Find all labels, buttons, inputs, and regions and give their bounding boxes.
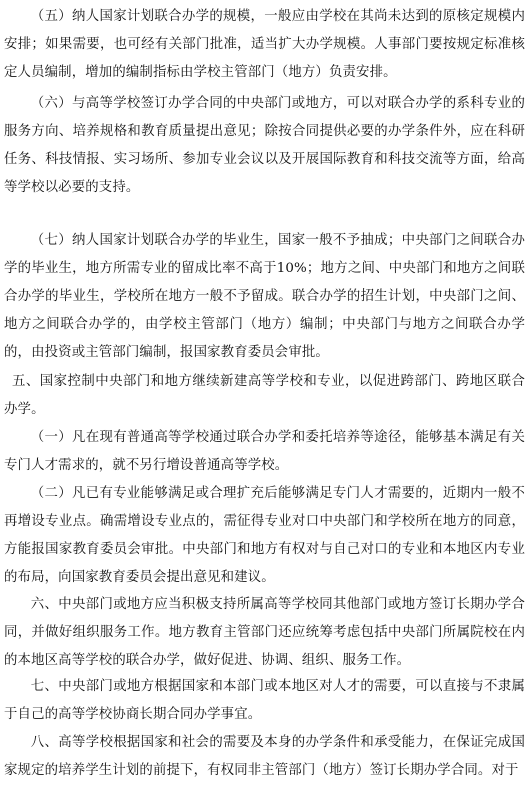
paragraph-5-2-no-new-majors: （二）凡已有专业能够满足或合理扩充后能够满足专门人才需要的，近期内一般不再增设专业点。确需增设专业点的，需征得专业对口中央部门和学校所在地方的同意，方能报国家教育委员会审批。中央部门和地方有权对与自己对口的专业和本地区内专业的布局，向国家教育委员会提出意见和建议。 bbox=[4, 486, 525, 585]
paragraph-6-contract-support: （六）与高等学校签订办学合同的中央部门或地方，可以对联合办学的系科专业的服务方向、培养规格和教育质量提出意见；除按合同提供必要的办学条件外，应在科研任务、科技情报、实习场所、参加专业会议以及开展国际教育和科技交流等方面，给高等学校以必要的支持。 bbox=[4, 96, 525, 195]
paragraph-7-graduates: （七）纳人国家计划联合办学的毕业生，国家一般不予抽成；中央部门之间联合办学的毕业生，地方所需专业的留成比率不高于10%；地方之间、中央部门和地方之间联合办学的毕业生，学校所在地方一般不予留成。联合办学的招生计划，中央部门之间、地方之间联合办学的，由学校主管部门（地方）编制；中央部门与地方之间联合办学的，由投资或主管部门编制，报国家教育委员会审批。 bbox=[4, 233, 525, 360]
section-8: 八、高等学校根据国家和社会的需要及本身的办学条件和承受能力，在保证完成国家规定的培养学生计划的前提下，有权同非主管部门（地方）签订长期办学合同。对于 bbox=[4, 735, 525, 778]
paragraph-5-scale: （五）纳人国家计划联合办学的规模，一般应由学校在其尚未达到的原核定规模内安排；如果需要，也可经有关部门批准，适当扩大办学规模。人事部门要按规定标准核定人员编制，增加的编制指标由学校主管部门（地方）负责安排。 bbox=[4, 9, 525, 80]
section-5-heading: 五、国家控制中央部门和地方继续新建高等学校和专业，以促进跨部门、跨地区联合办学。 bbox=[4, 374, 525, 417]
section-7: 七、中央部门或地方根据国家和本部门或本地区对人才的需要，可以直接与不隶属于自己的高等学校协商长期合同办学事宜。 bbox=[4, 679, 525, 722]
section-6: 六、中央部门或地方应当积极支持所属高等学校同其他部门或地方签订长期办学合同，并做好组织服务工作。地方教育主管部门还应统筹考虑包括中央部门所属院校在内的本地区高等学校的联合办学，做好促进、协调、组织、服务工作。 bbox=[4, 597, 525, 668]
paragraph-5-1-no-new-schools: （一）凡在现有普通高等学校通过联合办学和委托培养等途径，能够基本满足有关专门人才需求的，就不另行增设普通高等学校。 bbox=[4, 430, 525, 473]
